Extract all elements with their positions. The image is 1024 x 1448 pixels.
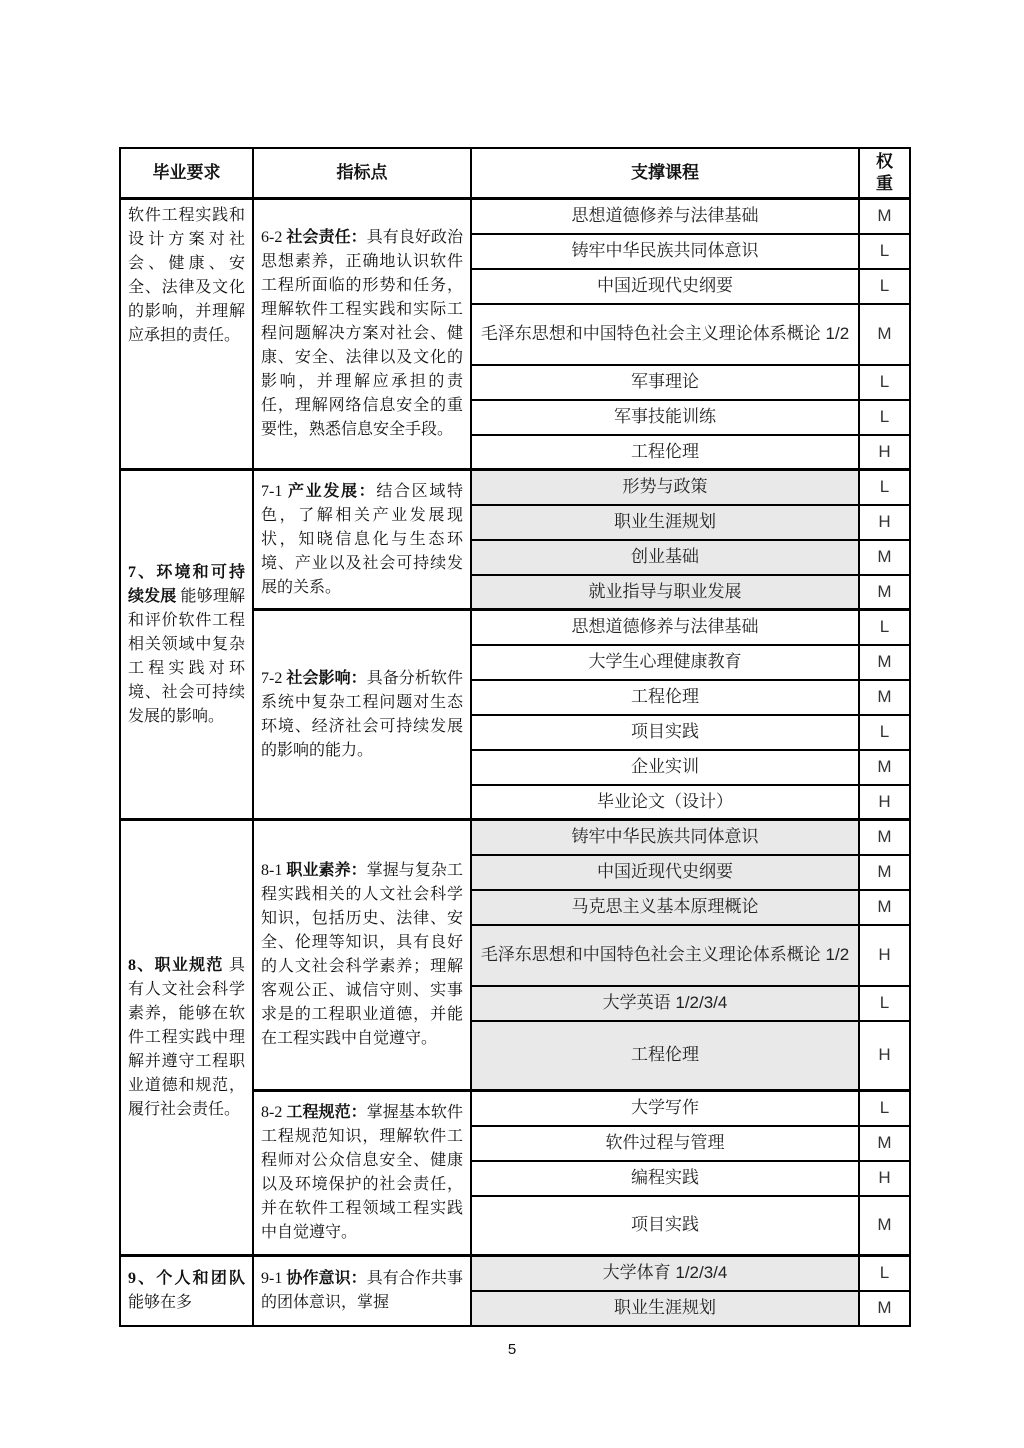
header-weight: 权重: [859, 148, 910, 199]
weight-cell: L: [859, 1256, 910, 1291]
requirements-table: [119, 147, 911, 1327]
course-cell: 项目实践: [471, 1196, 859, 1256]
course-cell: 软件过程与管理: [471, 1126, 859, 1161]
course-cell: 编程实践: [471, 1161, 859, 1196]
requirement-cell: 7、环境和可持续发展 能够理解和评价软件工程相关领域中复杂工程实践对环境、社会可持续发展的影响。: [120, 470, 253, 820]
weight-cell: M: [859, 645, 910, 680]
course-cell: 大学生心理健康教育: [471, 645, 859, 680]
header-indicator-point: 指标点: [253, 148, 471, 199]
weight-cell: H: [859, 435, 910, 470]
table-row: [120, 470, 910, 505]
weight-cell: H: [859, 925, 910, 986]
requirement-cell: 8、职业规范 具有人文社会科学素养，能够在软件工程实践中理解并遵守工程职业道德和规范，履行社会责任。: [120, 820, 253, 1256]
course-cell: 大学英语 1/2/3/4: [471, 986, 859, 1021]
indicator-cell: 9-1 协作意识：具有合作共事的团体意识，掌握: [253, 1256, 471, 1326]
course-cell: 企业实训: [471, 750, 859, 785]
page-number: 5: [507, 1341, 517, 1358]
table-header: [120, 148, 910, 199]
requirement-cell: 软件工程实践和设计方案对社会、健康、安全、法律及文化的影响，并理解应承担的责任。: [120, 199, 253, 470]
weight-cell: M: [859, 1196, 910, 1256]
course-cell: 中国近现代史纲要: [471, 269, 859, 304]
course-cell: 创业基础: [471, 540, 859, 575]
weight-cell: M: [859, 304, 910, 365]
course-cell: 铸牢中华民族共同体意识: [471, 820, 859, 855]
table-row: [120, 1256, 910, 1291]
weight-cell: L: [859, 986, 910, 1021]
course-cell: 军事技能训练: [471, 400, 859, 435]
course-cell: 职业生涯规划: [471, 1291, 859, 1326]
course-cell: 铸牢中华民族共同体意识: [471, 234, 859, 269]
course-cell: 毕业论文（设计）: [471, 785, 859, 820]
course-cell: 大学写作: [471, 1091, 859, 1126]
course-cell: 就业指导与职业发展: [471, 575, 859, 610]
weight-cell: M: [859, 820, 910, 855]
header-graduation-requirement: 毕业要求: [120, 148, 253, 199]
weight-cell: L: [859, 610, 910, 645]
header-supporting-courses: 支撑课程: [471, 148, 859, 199]
weight-cell: M: [859, 1291, 910, 1326]
weight-cell: L: [859, 269, 910, 304]
course-cell: 职业生涯规划: [471, 505, 859, 540]
indicator-cell: 6-2 社会责任：具有良好政治思想素养，正确地认识软件工程所面临的形势和任务，理解软件工程实践和实际工程问题解决方案对社会、健康、安全、法律以及文化的影响，并理解应承担的责任，理解网络信息安全的重要性，熟悉信息安全手段。: [253, 199, 471, 470]
indicator-cell: 7-2 社会影响：具备分析软件系统中复杂工程问题对生态环境、经济社会可持续发展的影响的能力。: [253, 610, 471, 820]
weight-cell: H: [859, 1161, 910, 1196]
weight-cell: L: [859, 1091, 910, 1126]
weight-cell: L: [859, 234, 910, 269]
weight-cell: L: [859, 400, 910, 435]
weight-cell: L: [859, 365, 910, 400]
weight-cell: M: [859, 855, 910, 890]
course-cell: 思想道德修养与法律基础: [471, 199, 859, 234]
weight-cell: H: [859, 1021, 910, 1091]
table-row: [120, 199, 910, 234]
course-cell: 项目实践: [471, 715, 859, 750]
course-cell: 工程伦理: [471, 435, 859, 470]
indicator-cell: 7-1 产业发展：结合区域特色，了解相关产业发展现状，知晓信息化与生态环境、产业以及社会可持续发展的关系。: [253, 470, 471, 610]
header-row: [120, 148, 910, 199]
course-cell: 马克思主义基本原理概论: [471, 890, 859, 925]
weight-cell: M: [859, 1126, 910, 1161]
weight-cell: M: [859, 750, 910, 785]
weight-cell: H: [859, 785, 910, 820]
requirements-table-body: [120, 199, 910, 1326]
weight-cell: M: [859, 199, 910, 234]
course-cell: 工程伦理: [471, 1021, 859, 1091]
weight-cell: M: [859, 575, 910, 610]
course-cell: 工程伦理: [471, 680, 859, 715]
course-cell: 大学体育 1/2/3/4: [471, 1256, 859, 1291]
weight-cell: H: [859, 505, 910, 540]
weight-cell: L: [859, 715, 910, 750]
course-cell: 思想道德修养与法律基础: [471, 610, 859, 645]
weight-cell: L: [859, 470, 910, 505]
indicator-cell: 8-1 职业素养：掌握与复杂工程实践相关的人文社会科学知识，包括历史、法律、安全、伦理等知识，具有良好的人文社会科学素养；理解客观公正、诚信守则、实事求是的工程职业道德，并能在工程实践中自觉遵守。: [253, 820, 471, 1091]
table-row: [120, 820, 910, 855]
weight-cell: M: [859, 540, 910, 575]
weight-cell: M: [859, 890, 910, 925]
indicator-cell: 8-2 工程规范：掌握基本软件工程规范知识，理解软件工程师对公众信息安全、健康以及环境保护的社会责任，并在软件工程领域工程实践中自觉遵守。: [253, 1091, 471, 1256]
requirement-cell: 9、个人和团队 能够在多: [120, 1256, 253, 1326]
course-cell: 形势与政策: [471, 470, 859, 505]
course-cell: 军事理论: [471, 365, 859, 400]
course-cell: 毛泽东思想和中国特色社会主义理论体系概论 1/2: [471, 925, 859, 986]
course-cell: 毛泽东思想和中国特色社会主义理论体系概论 1/2: [471, 304, 859, 365]
weight-cell: M: [859, 680, 910, 715]
course-cell: 中国近现代史纲要: [471, 855, 859, 890]
